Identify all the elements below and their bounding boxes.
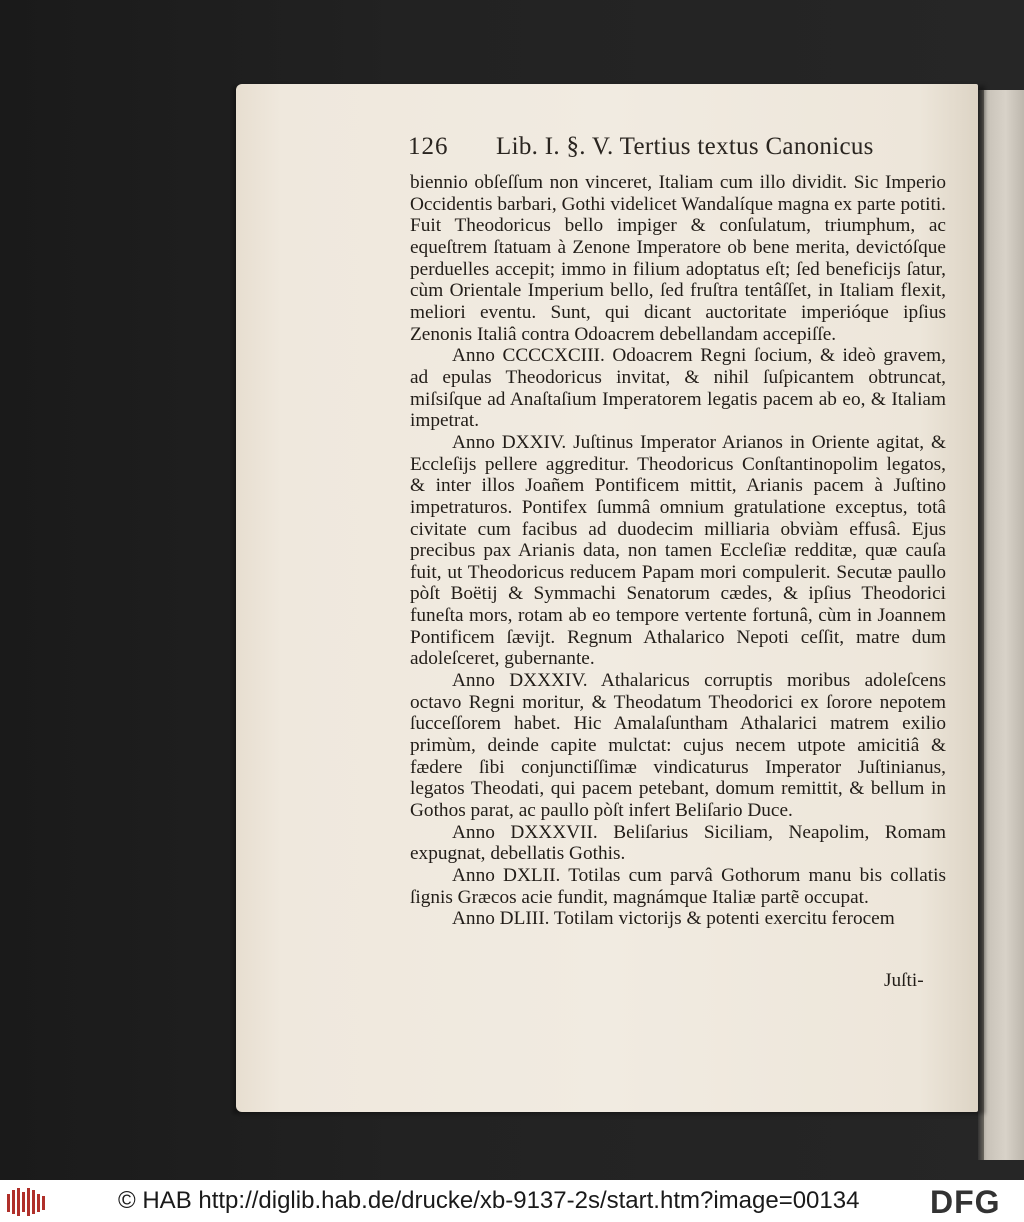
catchword: Juſti- (884, 970, 924, 991)
body-text (410, 172, 946, 930)
running-head (408, 133, 948, 167)
paragraph-6: Anno DXLII. Totilas cum parvâ Gothorum manu bis collatis ſignis Græcos acie fundit, magnámque Italiæ partẽ occupat. (410, 865, 946, 908)
source-url[interactable]: © HAB http://diglib.hab.de/drucke/xb-9137-2s/start.htm?image=00134 (118, 1187, 860, 1214)
paragraph-7: Anno DLIII. Totilam victorijs & potenti exercitu ferocem (452, 908, 895, 930)
paragraph-2: Anno CCCCXCIII. Odoacrem Regni ſocium, & ideò gravem, ad epulas Theodoricus invitat, & nihil ſuſpicantem obtruncat, miſsiſque ad Anaſtaſium Imperatorem legatis pacem ab eo, & Italiam impetrat. (410, 345, 946, 432)
paragraph-4: Anno DXXXIV. Athalaricus corruptis moribus adoleſcens octavo Regni moritur, & Theodatum Theodorici ex ſorore nepotem ſucceſſorem habet. Hic Amalaſuntham Athalarici matrem exilio primùm, deinde capite mulctat: cujus necem utpote amicitiâ & fædere ſibi conjunctiſſimæ vindicaturus Imperator Juſtinianus, legatos Theodati, qui pacem petebant, domum remittit, & bellum in Gothos parat, ac paullo pòſt infert Beliſario Duce. (410, 670, 946, 822)
hab-logo-icon (6, 1186, 46, 1218)
dfg-logo: DFG (930, 1184, 1001, 1220)
running-title: Lib. I. §. V. Tertius textus Canonicus (496, 133, 874, 160)
paragraph-3: Anno DXXIV. Juſtinus Imperator Arianos in Oriente agitat, & Eccleſijs pellere aggreditur. Theodoricus Conſtantinopolim legatos, & inter illos Joañem Pontificem mittit, Arianis pacem à Juſtino impetraturos. Pontifex ſummâ omnium gratulatione exceptus, totâ civitate cum facibus ad duodecim milliaria obviàm effusâ. Ejus precibus pax Arianis data, non tamen Eccleſiæ redditæ, quæ cauſa fuit, ut Theodoricus reducem Papam mori compulerit. Secutæ paullo pòſt Boëtij & Symmachi Senatorum cædes, & ipſius Theodorici funeſta mors, rotam ab eo tempore vertente fortunâ, cùm in Joannem Pontificem ſævijt. Regnum Athalarico Nepoti ceſſit, matre dum adoleſceret, gubernante. (410, 431, 946, 670)
page-number: 126 (408, 133, 449, 160)
paragraph-1: biennio obſeſſum non vinceret, Italiam cum illo dividit. Sic Imperio Occidentis barbari, Gothi videlicet Wandalíque magna ex parte potiti. Fuit Theodoricus bello impiger & conſulatum, triumphum, ac equeſtrem ſtatuam à Zenone Imperatore ob bene merita, devictóſque perduelles accepit; immo in filium adoptatus eſt; ſed beneficijs ſatur, cùm Orientale Imperium bello, ſed fruſtra tentâſſet, in Italiam flexit, meliori eventu. Sunt, qui dicant auctoritate imperióque ipſius Zenonis Italiâ contra Odoacrem debellandam accepiſſe. (410, 172, 946, 345)
viewer-footer (0, 1180, 1024, 1222)
paragraph-5: Anno DXXXVII. Beliſarius Siciliam, Neapolim, Romam expugnat, debellatis Gothis. (410, 821, 946, 865)
